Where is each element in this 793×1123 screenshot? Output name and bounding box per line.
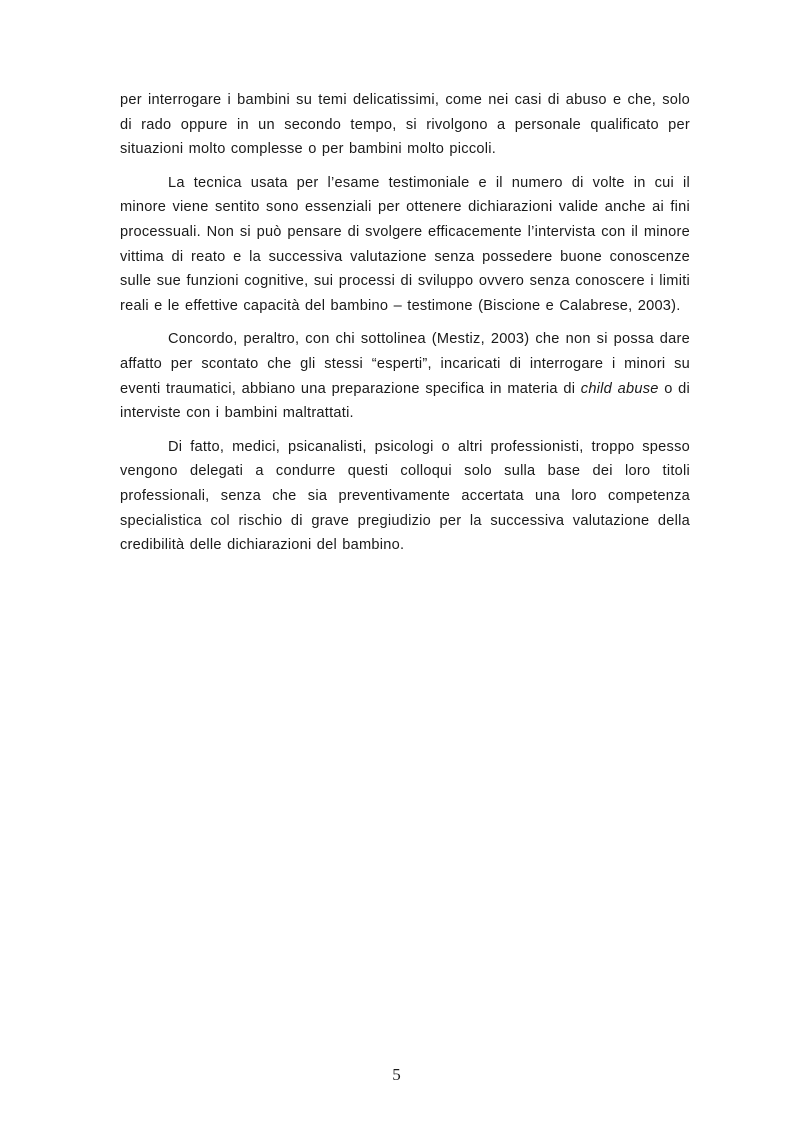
paragraph-testimonial-technique: La tecnica usata per l’esame testimoniale e il numero di volte in cui il minore viene sentito sono essenziali per ottenere dichiarazioni valide anche ai fini processuali. Non si può pensare di svolgere efficacemente l’intervista con il minore vittima di reato e la successiva valutazione senza possedere buone conoscenze sulle sue funzioni cognitive, sui processi di sviluppo ovvero senza conoscere i limiti reali e le effettive capacità del bambino – testimone (Biscione e Calabrese, 2003). xyxy=(120,174,690,314)
paragraph-experts-text-after: o di interviste con i bambini maltrattati. xyxy=(120,380,690,422)
paragraph-experts-italic-term: child abuse xyxy=(580,380,659,397)
paragraph-continuation: per interrogare i bambini su temi delicatissimi, come nei casi di abuso e che, solo di rado oppure in un secondo tempo, si rivolgono a personale qualificato per situazioni molto complesse o per bambini molto piccoli. xyxy=(120,92,690,158)
paragraph-professionals: Di fatto, medici, psicanalisti, psicologi o altri professionisti, troppo spesso vengono delegati a condurre questi colloqui solo sulla base dei loro titoli professionali, senza che sia preventivamente accertata una loro competenza specialistica col rischio di grave pregiudizio per la successiva valutazione della credibilità delle dichiarazioni del bambino. xyxy=(120,438,690,554)
paragraph-experts xyxy=(120,327,690,425)
body-text xyxy=(120,88,690,567)
paragraph-experts-text-before: Concordo, peraltro, con chi sottolinea (Mestiz, 2003) che non si possa dare affatto per scontato che gli stessi “esperti”, incaricati di interrogare i minori su eventi traumatici, abbiano una preparazione specifica in materia di xyxy=(120,331,690,397)
page-number: 5 xyxy=(392,1065,401,1084)
